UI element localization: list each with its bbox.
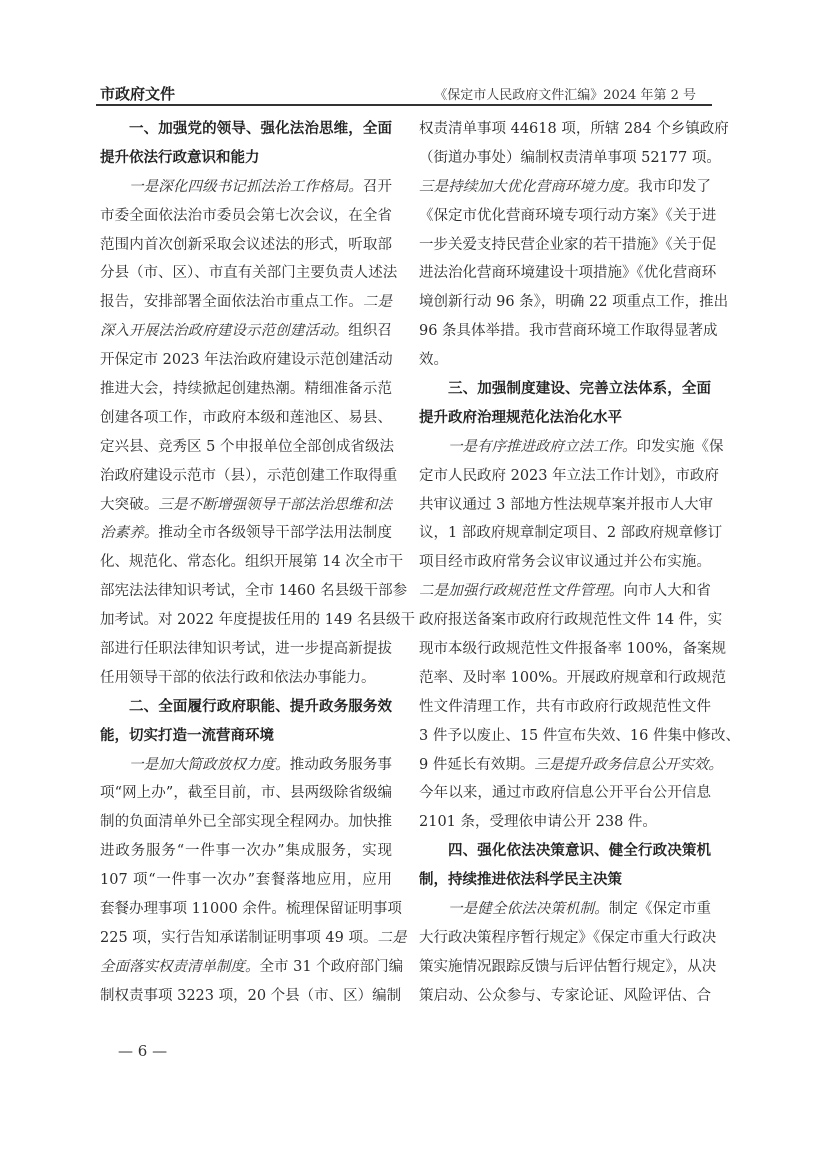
text-run: 分县（市、区）、市直有关部门主要负责人述法	[100, 265, 398, 282]
body-paragraph	[419, 895, 717, 1011]
text-run: 大行政决策程序暂行规定》《保定市重大行政决	[419, 929, 717, 946]
header-divider	[96, 104, 712, 106]
text-line	[100, 779, 392, 808]
text-line	[419, 202, 717, 231]
text-run: 推动全市各级领导干部学法用法制度	[158, 525, 392, 542]
body-paragraph	[419, 433, 740, 837]
lead-phrase: 三是提升政务信息公开实效。	[534, 756, 723, 773]
lead-phrase: 治素养。	[100, 525, 159, 542]
text-line	[419, 462, 719, 491]
text-run: 现市本级行政规范性文件报备率 100%，备案规	[419, 641, 727, 658]
running-header-section: 市政府文件	[100, 85, 176, 103]
section-heading	[419, 837, 711, 895]
text-run: 二、全面履行政府职能、提升政务服务效	[129, 698, 392, 715]
text-run: 化、规范化、常态化。组织开展第 14 次全市干	[100, 554, 404, 571]
text-line	[419, 866, 711, 895]
text-run: 召开	[362, 178, 393, 195]
text-line	[100, 346, 392, 375]
text-run: 组织召	[348, 323, 393, 340]
text-run: 政府报送备案市政府行政规范性文件 14 件，实	[419, 612, 723, 629]
text-line	[100, 288, 392, 317]
body-paragraph	[419, 115, 729, 375]
page-number: — 6 —	[118, 1042, 168, 1060]
text-line	[100, 837, 392, 866]
text-line	[419, 173, 711, 202]
text-run: 权责清单事项 44618 项，所辖 284 个乡镇政府	[419, 121, 729, 137]
text-run: 加考试。对 2022 年度提拔任用的 149 名县级干	[100, 612, 416, 629]
text-line	[100, 317, 392, 346]
text-line	[419, 548, 711, 577]
text-run: 制权责事项 3223 项，20 个县（市、区）编制	[100, 987, 402, 1004]
text-line	[419, 751, 723, 780]
text-run: 定市人民政府 2023 年立法工作计划》，市政府	[419, 467, 719, 484]
text-run: 开保定市 2023 年法治政府建设示范创建活动	[100, 352, 393, 369]
text-run: 范围内首次创新采取会议述法的形式，听取部	[100, 236, 392, 253]
text-line	[100, 751, 392, 780]
text-run: 2101 条，受理依申请公开 238 件。	[419, 814, 657, 831]
text-line	[419, 635, 727, 664]
text-line	[100, 895, 402, 924]
text-run: 市委全面依法治市委员会第七次会议，在全省	[100, 207, 392, 224]
text-line	[100, 953, 404, 982]
text-line	[100, 548, 404, 577]
text-run: 境创新行动 96 条》，明确 22 项重点工作，推出	[419, 294, 729, 311]
text-run: 印发实施《保	[636, 438, 724, 455]
text-line	[100, 924, 407, 953]
text-line	[100, 462, 398, 491]
section-heading	[100, 693, 392, 751]
text-line	[100, 375, 392, 404]
text-run: 一步关爱支持民营企业家的若干措施》《关于促	[419, 236, 717, 253]
body-paragraph	[100, 751, 407, 1011]
text-run: 推动政务服务事	[289, 756, 393, 773]
lead-phrase: 二是	[362, 294, 393, 311]
text-line	[419, 577, 711, 606]
text-line	[419, 317, 718, 346]
text-run: 部宪法法律知识考试，全市 1460 名县级干部参	[100, 583, 408, 600]
text-line	[419, 433, 724, 462]
text-run: 提升依法行政意识和能力	[100, 149, 260, 166]
text-line	[419, 606, 723, 635]
text-line	[100, 577, 408, 606]
left-column	[100, 115, 416, 1011]
text-run: 进法治化营商环境建设十项措施》《优化营商环	[419, 265, 717, 282]
text-run: 策启动、公众参与、专家论证、风险评估、合	[419, 987, 711, 1004]
text-line	[419, 346, 711, 375]
text-run: 创建各项工作，市政府本级和莲池区、易县、	[100, 409, 392, 426]
text-run: （街道办事处）编制权责清单事项 52177 项。	[419, 149, 721, 166]
text-run: 向市人大和省	[623, 583, 712, 600]
text-line	[100, 982, 402, 1011]
text-line	[100, 519, 392, 548]
lead-phrase: 一是有序推进政府立法工作。	[448, 438, 637, 455]
text-line	[419, 288, 729, 317]
text-run: 96 条具体举措。我市营商环境工作取得显著成	[419, 323, 718, 340]
text-line	[419, 779, 711, 808]
text-line	[419, 722, 740, 751]
text-run: 我市印发了	[638, 178, 711, 195]
text-line	[419, 231, 717, 260]
lead-phrase: 一是健全依法决策机制。	[448, 901, 609, 918]
lead-phrase: 三是不断增强领导干部法治思维和法	[158, 496, 392, 513]
text-run: 制的负面清单外已全部实现全程网办。加快推	[100, 814, 392, 831]
text-line	[419, 953, 717, 982]
text-line	[100, 866, 392, 895]
text-line	[100, 259, 398, 288]
text-run: 3 件予以废止、15 件宣布失效、16 件集中修改、	[419, 727, 740, 744]
text-line	[100, 433, 392, 462]
running-header-publication: 《保定市人民政府文件汇编》2024 年第 2 号	[434, 88, 696, 103]
text-run: 范率、及时率 100%。开展政府规章和行政规范	[419, 669, 727, 686]
text-run: 推进大会，持续掀起创建热潮。精细准备示范	[100, 381, 392, 398]
text-line	[419, 404, 711, 433]
lead-phrase: 深入开展法治政府建设示范创建活动。	[100, 323, 349, 340]
text-line	[100, 202, 392, 231]
text-line	[419, 895, 711, 924]
lead-phrase: 二是	[377, 929, 407, 946]
text-run: 策实施情况跟踪反馈与后评估暂行规定》，从决	[419, 958, 717, 975]
text-run: 提升政府治理规范化法治化水平	[419, 409, 622, 426]
lead-phrase: 一是加大简政放权力度。	[129, 756, 290, 773]
text-run: 进政务服务“一件事一次办”集成服务，实现	[100, 843, 392, 860]
text-run: 《保定市优化营商环境专项行动方案》《关于进	[419, 207, 717, 224]
text-run: 治政府建设示范市（县），示范创建工作取得重	[100, 467, 398, 484]
lead-phrase: 三是持续加大优化营商环境力度。	[419, 178, 639, 195]
section-heading	[419, 375, 711, 433]
text-line	[419, 519, 723, 548]
text-run: 一、加强党的领导、强化法治思维，全面	[129, 121, 392, 137]
text-run: 性文件清理工作，共有市政府行政规范性文件	[419, 698, 711, 715]
text-line	[419, 837, 711, 866]
text-line	[100, 231, 392, 260]
text-line	[100, 693, 392, 722]
text-line	[419, 664, 727, 693]
text-run: 报告，安排部署全面依法治市重点工作。	[100, 294, 363, 311]
text-line	[419, 144, 721, 173]
text-line	[100, 491, 392, 520]
text-run: 107 项“一件事一次办”套餐落地应用，应用	[100, 872, 392, 889]
text-run: 四、强化依法决策意识、健全行政决策机	[448, 843, 711, 860]
text-line	[100, 173, 392, 202]
text-run: 三、加强制度建设、完善立法体系，全面	[448, 381, 711, 398]
text-run: 225 项，实行告知承诺制证明事项 49 项。	[100, 929, 378, 946]
text-run: 议，1 部政府规章制定项目、2 部政府规章修订	[419, 525, 723, 542]
text-line	[100, 606, 416, 635]
text-line	[419, 982, 711, 1011]
lead-phrase: 二是加强行政规范性文件管理。	[419, 583, 624, 600]
text-run: 定兴县、竞秀区 5 个申报单位全部创成省级法	[100, 438, 394, 455]
text-run: 项“网上办”，截至目前，市、县两级除省级编	[100, 785, 392, 802]
text-run: 全市 31 个政府部门编	[259, 958, 404, 975]
section-heading	[100, 115, 392, 173]
right-column	[419, 115, 740, 1011]
text-line	[419, 693, 711, 722]
text-line	[100, 635, 392, 664]
text-line	[100, 722, 392, 751]
text-run: 任用领导干部的依法行政和依法办事能力。	[100, 669, 376, 686]
text-line	[100, 144, 392, 173]
text-run: 9 件延长有效期。	[419, 756, 535, 773]
text-line	[419, 259, 717, 288]
text-line	[100, 664, 392, 693]
lead-phrase: 全面落实权责清单制度。	[100, 958, 260, 975]
text-run: 今年以来，通过市政府信息公开平台公开信息	[419, 785, 711, 802]
text-run: 能，切实打造一流营商环境	[100, 727, 274, 744]
text-run: 制定《保定市重	[608, 901, 712, 918]
text-run: 共审议通过 3 部地方性法规草案并报市人大审	[419, 496, 713, 513]
text-line	[100, 404, 392, 433]
text-line	[419, 808, 711, 837]
text-line	[100, 115, 392, 144]
text-line	[419, 491, 711, 520]
text-line	[419, 924, 717, 953]
lead-phrase: 一是深化四级书记抓法治工作格局。	[129, 178, 363, 195]
text-run: 效。	[419, 352, 448, 369]
text-run: 项目经市政府常务会议审议通过并公布实施。	[419, 554, 711, 571]
text-run: 部进行任职法律知识考试，进一步提高新提拔	[100, 641, 392, 658]
text-run: 大突破。	[100, 496, 159, 513]
text-line	[100, 808, 392, 837]
text-line	[419, 375, 711, 404]
text-run: 套餐办理事项 11000 余件。梳理保留证明事项	[100, 901, 402, 918]
body-paragraph	[100, 173, 416, 693]
text-run: 制，持续推进依法科学民主决策	[419, 872, 622, 889]
text-line	[419, 115, 729, 144]
